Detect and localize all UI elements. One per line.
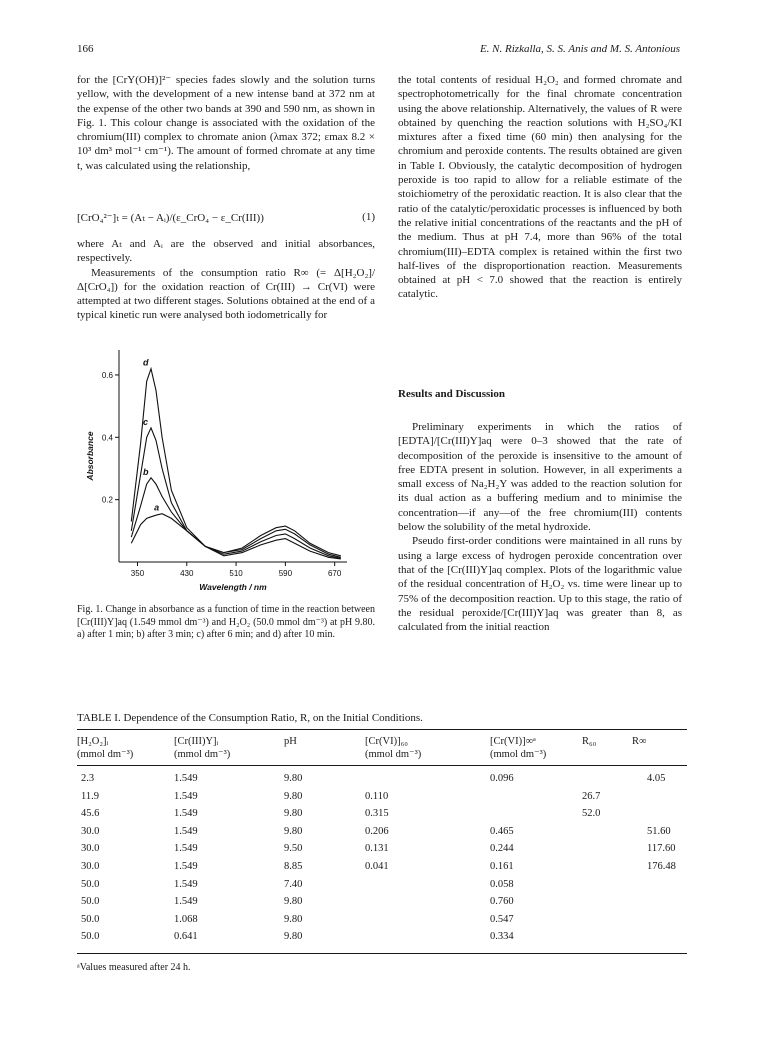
right-column-top — [398, 73, 682, 302]
x-tick-label: 590 — [278, 569, 293, 578]
series-label-b: b — [143, 466, 149, 477]
header-line: [H₂O₂]ᵢ — [77, 736, 109, 747]
table-cell: 7.40 — [284, 878, 303, 890]
table-cell: 4.05 — [647, 773, 666, 784]
y-tick-label: 0.2 — [101, 495, 113, 505]
table-header-rule — [77, 765, 687, 766]
header-line: [Cr(VI)]₆₀ — [365, 736, 408, 747]
table-cell: 50.0 — [81, 931, 100, 943]
table-cell: 1.549 — [174, 861, 198, 872]
table-cell: 1.549 — [174, 843, 198, 855]
header-line: pH — [284, 736, 297, 747]
table-footnote: ᵃValues measured after 24 h. — [77, 962, 191, 973]
table-cell: 2.3 — [81, 773, 95, 784]
left-column-bottom — [77, 237, 375, 323]
paragraph: the total contents of residual H₂O₂ and formed chromate and spectrophotometrically for the final chromate concentration using the above relationship. Alternatively, the values of R were obtained by quenching the reaction solutions with H₂SO₄/KI mixtures after a fixed time (60 min) then analysing for the chromium and peroxide contents. The results obtained are given in Table I. Obviously, the catalytic decomposition of hydrogen peroxide is too rapid to allow for a reliable estimate of the stoichiometry of the peroxidatic reaction. It is also clear that the ratio of the catalytic/peroxidatic processes is influenced by both the relative initial concentrations of the reactants and the pH of the medium. Thus at pH 7.4, more than 96% of the total chromium(III)–EDTA complex is retained within the first two half-lives of the disproportionation reaction. Measurements obtained at pH < 7.0 showed that the reaction is entirely catalytic. — [398, 74, 682, 301]
x-axis-label: Wavelength / nm — [199, 582, 267, 592]
table-header-3 — [365, 735, 421, 761]
header-unit: (mmol dm⁻³) — [365, 749, 422, 760]
table-cell: 0.465 — [490, 825, 514, 837]
table-cell: 30.0 — [81, 825, 100, 837]
x-tick-label: 350 — [130, 569, 145, 578]
absorbance-chart — [77, 342, 375, 602]
table-header-5 — [582, 735, 596, 748]
series-line-a — [131, 514, 340, 556]
table-cell: 26.7 — [582, 790, 601, 802]
x-tick-label: 510 — [229, 569, 243, 578]
table-cell: 1.549 — [174, 896, 198, 908]
paragraph: where Aₜ and Aᵢ are the observed and initial absorbances, respectively. — [77, 238, 375, 265]
table-cell: 0.760 — [490, 896, 514, 908]
table-cell: 0.110 — [365, 790, 389, 802]
table-header-2 — [284, 735, 297, 748]
page-number: 166 — [77, 43, 94, 55]
running-header-authors: E. N. Rizkalla, S. S. Anis and M. S. Antonious — [479, 43, 680, 55]
table-cell: 51.60 — [647, 825, 671, 837]
table-top-rule — [77, 729, 687, 730]
table-cell: 0.131 — [365, 843, 389, 855]
table-cell: 9.80 — [284, 790, 303, 802]
equation-1 — [77, 211, 375, 224]
table-cell: 1.549 — [174, 808, 198, 820]
table-cell: 0.041 — [365, 861, 389, 872]
section-title: Results and Discussion — [398, 388, 505, 400]
series-line-c — [131, 428, 340, 558]
table-cell: 50.0 — [81, 878, 100, 890]
x-tick-label: 430 — [180, 569, 194, 578]
table-cell: 0.206 — [365, 825, 389, 837]
table-cell: 50.0 — [81, 913, 100, 925]
series-line-d — [131, 369, 340, 559]
table-cell: 9.80 — [284, 773, 303, 784]
header-unit: (mmol dm⁻³) — [77, 749, 134, 760]
y-tick-label: 0.4 — [101, 433, 113, 443]
series-label-a: a — [154, 502, 160, 513]
table-cell: 0.161 — [490, 861, 514, 872]
table-cell: 45.6 — [81, 808, 100, 820]
table-cell: 176.48 — [647, 861, 676, 872]
series-label-d: d — [143, 357, 149, 368]
table-cell: 9.80 — [284, 931, 303, 943]
table-cell: 1.549 — [174, 825, 198, 837]
table-header-0 — [77, 735, 133, 761]
table-cell: 1.549 — [174, 790, 198, 802]
series-line-b — [131, 478, 340, 558]
table-cell: 0.334 — [490, 931, 514, 943]
paragraph: Measurements of the consumption ratio R∞ (= Δ[H₂O₂]/Δ[CrO₄]) for the oxidation reaction of Cr(III) → Cr(VI) were attempted at two different stages. Solutions obtained at the end of a typical kinetic run were analysed both iodometrically for — [77, 266, 375, 322]
table-cell: 1.549 — [174, 773, 198, 784]
table-cell: 30.0 — [81, 861, 100, 872]
table-bottom-rule — [77, 953, 687, 954]
table-cell: 0.058 — [490, 878, 514, 890]
table-cell: 9.50 — [284, 843, 303, 855]
left-column-top — [77, 73, 375, 173]
table-cell: 0.315 — [365, 808, 389, 820]
header-line: R₆₀ — [582, 736, 597, 747]
equation-number: (1) — [362, 211, 375, 223]
equation-text: [CrO₄²⁻]ₜ = (Aₜ − Aᵢ)/(ε_CrO₄ − ε_Cr(III)) — [77, 212, 264, 224]
paragraph: Preliminary experiments in which the ratios of [EDTA]/[Cr(III)Y]aq were 0–3 showed that the rate of decomposition of the peroxide is insensitive to the amount of free EDTA present in solution. However, in all experiments a small excess of Na₂H₂Y was added to the reaction solution for its dual action as a buffering medium and to minimise the concentration—if any—of the free chromium(III) contents below the solubility of the metal hydroxide. — [398, 421, 682, 534]
y-axis-label: Absorbance — [85, 431, 95, 481]
header-line: R∞ — [632, 736, 647, 747]
table-header-6 — [632, 735, 647, 748]
table-cell: 9.80 — [284, 808, 303, 820]
header-unit: (mmol dm⁻³) — [174, 749, 231, 760]
paragraph: Pseudo first-order conditions were maintained in all runs by using a large excess of hydrogen peroxide concentration over that of the [Cr(III)Y]aq complex. Plots of the logarithmic value of the residual concentration of H₂O₂ vs. time were linear up to 75% of the decomposition reaction. Up to this stage, the ratio of the residual peroxide/[Cr(III)Y]aq was greater than 8, as calculated from the initial reaction — [398, 535, 682, 634]
header-line: [Cr(VI)]∞ᵃ — [490, 736, 536, 747]
table-header-1 — [174, 735, 230, 761]
table-cell: 9.80 — [284, 825, 303, 837]
table-cell: 0.244 — [490, 843, 514, 855]
table-cell: 8.85 — [284, 861, 303, 872]
table-title: TABLE I. Dependence of the Consumption Ratio, R, on the Initial Conditions. — [77, 712, 423, 724]
table-header-4 — [490, 735, 546, 761]
x-tick-label: 670 — [327, 569, 342, 578]
figure-1 — [77, 342, 375, 602]
table-cell: 117.60 — [647, 843, 676, 855]
table-cell: 50.0 — [81, 896, 100, 908]
table-cell: 11.9 — [81, 790, 99, 802]
y-tick-label: 0.6 — [101, 370, 113, 380]
header-line: [Cr(III)Y]ᵢ — [174, 736, 219, 747]
series-label-c: c — [143, 416, 149, 427]
table-cell: 0.096 — [490, 773, 514, 784]
table-cell: 0.547 — [490, 913, 514, 925]
table-cell: 1.549 — [174, 878, 198, 890]
table-cell: 30.0 — [81, 843, 100, 855]
table-cell: 52.0 — [582, 808, 601, 820]
table-cell: 9.80 — [284, 913, 303, 925]
header-unit: (mmol dm⁻³) — [490, 749, 547, 760]
table-cell: 1.068 — [174, 913, 198, 925]
figure-caption: Fig. 1. Change in absorbance as a function of time in the reaction between [Cr(III)Y]aq (1.549 mmol dm⁻³) and H₂O₂ (50.0 mmol dm⁻³) at pH 9.80. a) after 1 min; b) after 3 min; c) after 6 min; and d) after 10 min. — [77, 604, 375, 640]
table-cell: 0.641 — [174, 931, 198, 943]
paragraph: for the [CrY(OH)]²⁻ species fades slowly and the solution turns yellow, with the development of a new intense band at 372 nm at the expense of the other two bands at 390 and 590 nm, as shown in Fig. 1. This colour change is associated with the oxidation of the chromium(III) complex to chromate anion (λmax 372; εmax 8.2 × 10³ dm³ mol⁻¹ cm⁻¹). The amount of formed chromate at any time t, was calculated using the relationship, — [77, 74, 375, 172]
right-column-bottom — [398, 420, 682, 634]
table-cell: 9.80 — [284, 896, 303, 908]
